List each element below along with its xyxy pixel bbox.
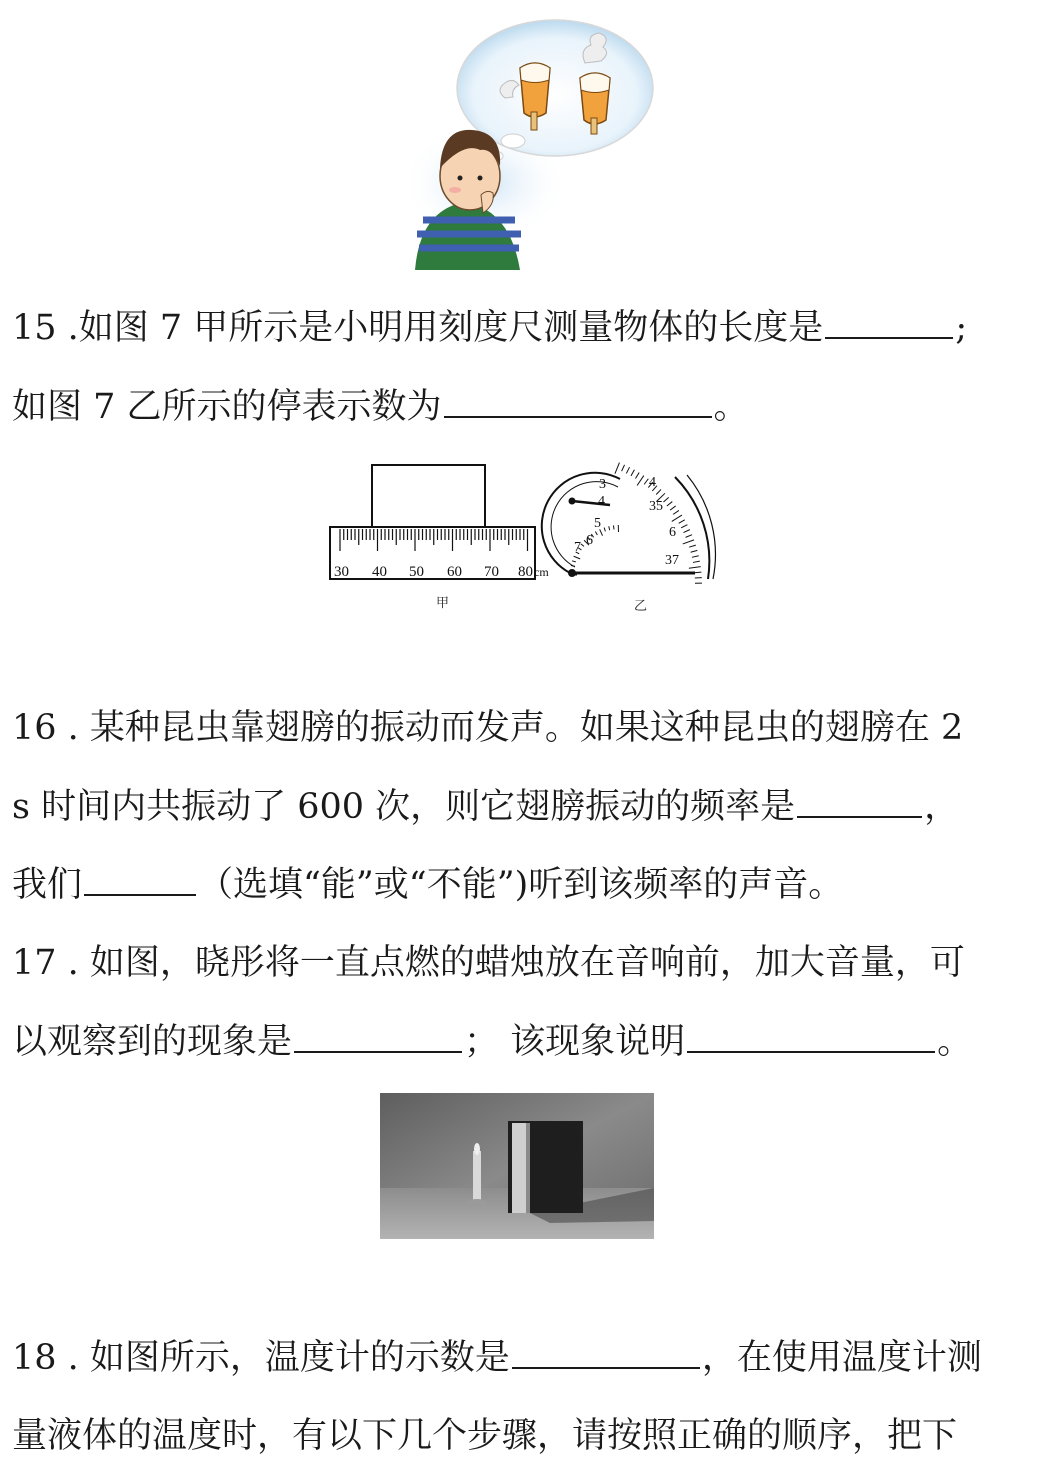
q15-end1: ; xyxy=(955,308,968,348)
q17-text-1: 17 . 如图，晓彤将一直点燃的蜡烛放在音响前，加大音量，可 xyxy=(12,943,965,983)
q17-answer-blank-phenomenon[interactable] xyxy=(294,1021,462,1053)
watch-inner-7: 7 xyxy=(574,540,581,555)
watch-outer-6: 6 xyxy=(669,525,676,540)
watch-tick xyxy=(693,561,700,562)
candle-speaker-photo xyxy=(380,1093,654,1239)
measured-object xyxy=(372,465,485,527)
watch-inner-tick xyxy=(581,544,584,546)
watch-tick xyxy=(672,515,682,521)
q16-answer-blank-frequency[interactable] xyxy=(797,786,922,818)
speaker-icon xyxy=(508,1121,583,1213)
q15-end2: 。 xyxy=(713,387,749,427)
figure-7 xyxy=(320,455,720,620)
caption-jia: 甲 xyxy=(436,596,450,611)
watch-tick xyxy=(635,473,639,479)
ruler-label-60: 60 xyxy=(447,564,462,580)
watch-outer-4: 4 xyxy=(649,475,656,490)
watch-inner-tick xyxy=(572,561,576,562)
thinking-boy-illustration xyxy=(395,8,665,273)
watch-inner-3: 3 xyxy=(599,477,606,492)
q16-text-1: 16 . 某种昆虫靠翅膀的振动而发声。如果这种昆虫的翅膀在 2 xyxy=(12,708,964,748)
watch-inner-5: 5 xyxy=(594,516,601,531)
watch-tick xyxy=(656,489,661,494)
q18-line1 xyxy=(12,1336,982,1380)
q18-line2 xyxy=(12,1414,957,1458)
watch-tick xyxy=(694,572,701,573)
q18-text-1b: ，在使用温度计测 xyxy=(701,1338,982,1378)
watch-tick xyxy=(679,520,685,523)
q18-answer-blank-reading[interactable] xyxy=(512,1337,700,1369)
q16-line3 xyxy=(12,863,843,907)
ruler xyxy=(330,527,535,579)
watch-tick xyxy=(683,540,694,544)
watch-outer-35: 35 xyxy=(649,499,663,514)
watch-tick xyxy=(637,476,644,486)
ruler-label-70: 70 xyxy=(484,564,499,580)
ruler-label-30: 30 xyxy=(334,564,349,580)
q15-answer-blank-stopwatch[interactable] xyxy=(444,386,712,418)
stopwatch-dial xyxy=(542,463,716,584)
q15-text-a: 15 .如图 7 甲所示是小明用刻度尺测量物体的长度是 xyxy=(12,308,824,348)
watch-tick xyxy=(622,465,625,471)
ruler-label-50: 50 xyxy=(409,564,424,580)
q16-text-3b: （选填“能”或“不能”)听到该频率的声音。 xyxy=(198,865,844,905)
q16-line1 xyxy=(12,706,963,750)
watch-tick xyxy=(631,470,634,476)
q18-text-1a: 18 . 如图所示，温度计的示数是 xyxy=(12,1338,510,1378)
caption-yi: 乙 xyxy=(634,599,648,614)
q16-end2: ， xyxy=(924,787,960,827)
ruler-label-40: 40 xyxy=(372,564,387,580)
watch-inner-tick xyxy=(595,531,597,534)
q17-end2: 。 xyxy=(937,1022,973,1062)
q17-text-2b: ； 该现象说明 xyxy=(464,1022,686,1062)
watch-tick xyxy=(670,506,676,510)
watch-outer-37: 37 xyxy=(665,553,679,568)
ruler-unit: cm xyxy=(534,565,549,579)
watch-inner-tick xyxy=(574,556,580,559)
watch-inner-6: 6 xyxy=(586,533,593,548)
watch-tick xyxy=(667,502,672,506)
watch-tick xyxy=(615,463,619,474)
watch-inner-4: 4 xyxy=(598,494,605,509)
q15-text-b: 如图 7 乙所示的停表示数为 xyxy=(12,387,442,427)
watch-tick xyxy=(644,479,648,485)
q16-line2 xyxy=(12,785,959,829)
q16-answer-blank-hear[interactable] xyxy=(84,864,196,896)
q16-text-2: s 时间内共振动了 600 次，则它翅膀振动的频率是 xyxy=(12,787,796,827)
watch-tick xyxy=(673,510,679,514)
watch-inner-tick xyxy=(613,525,614,529)
q18-text-2: 量液体的温度时，有以下几个步骤，请按照正确的顺序，把下 xyxy=(12,1416,958,1456)
q17-answer-blank-conclusion[interactable] xyxy=(687,1021,935,1053)
watch-inner-tick xyxy=(609,526,610,530)
watch-tick xyxy=(689,567,701,569)
watch-tick xyxy=(626,467,629,473)
q15-line2 xyxy=(12,385,749,429)
watch-tick xyxy=(686,535,692,538)
watch-tick xyxy=(663,497,668,502)
watch-tick xyxy=(683,530,689,533)
q16-text-3a: 我们 xyxy=(12,865,83,905)
watch-inner-tick xyxy=(604,528,605,532)
watch-tick xyxy=(689,545,696,547)
q17-text-2a: 以观察到的现象是 xyxy=(12,1022,293,1062)
q15-answer-blank-length[interactable] xyxy=(825,307,953,339)
watch-inner-tick xyxy=(571,565,575,566)
watch-tick xyxy=(692,556,699,558)
ruler-label-80: 80 xyxy=(518,564,533,580)
watch-tick xyxy=(691,550,698,552)
q17-line2 xyxy=(12,1020,972,1064)
q17-line1 xyxy=(12,941,965,985)
watch-tick xyxy=(681,525,687,528)
q15-line1 xyxy=(12,306,967,350)
